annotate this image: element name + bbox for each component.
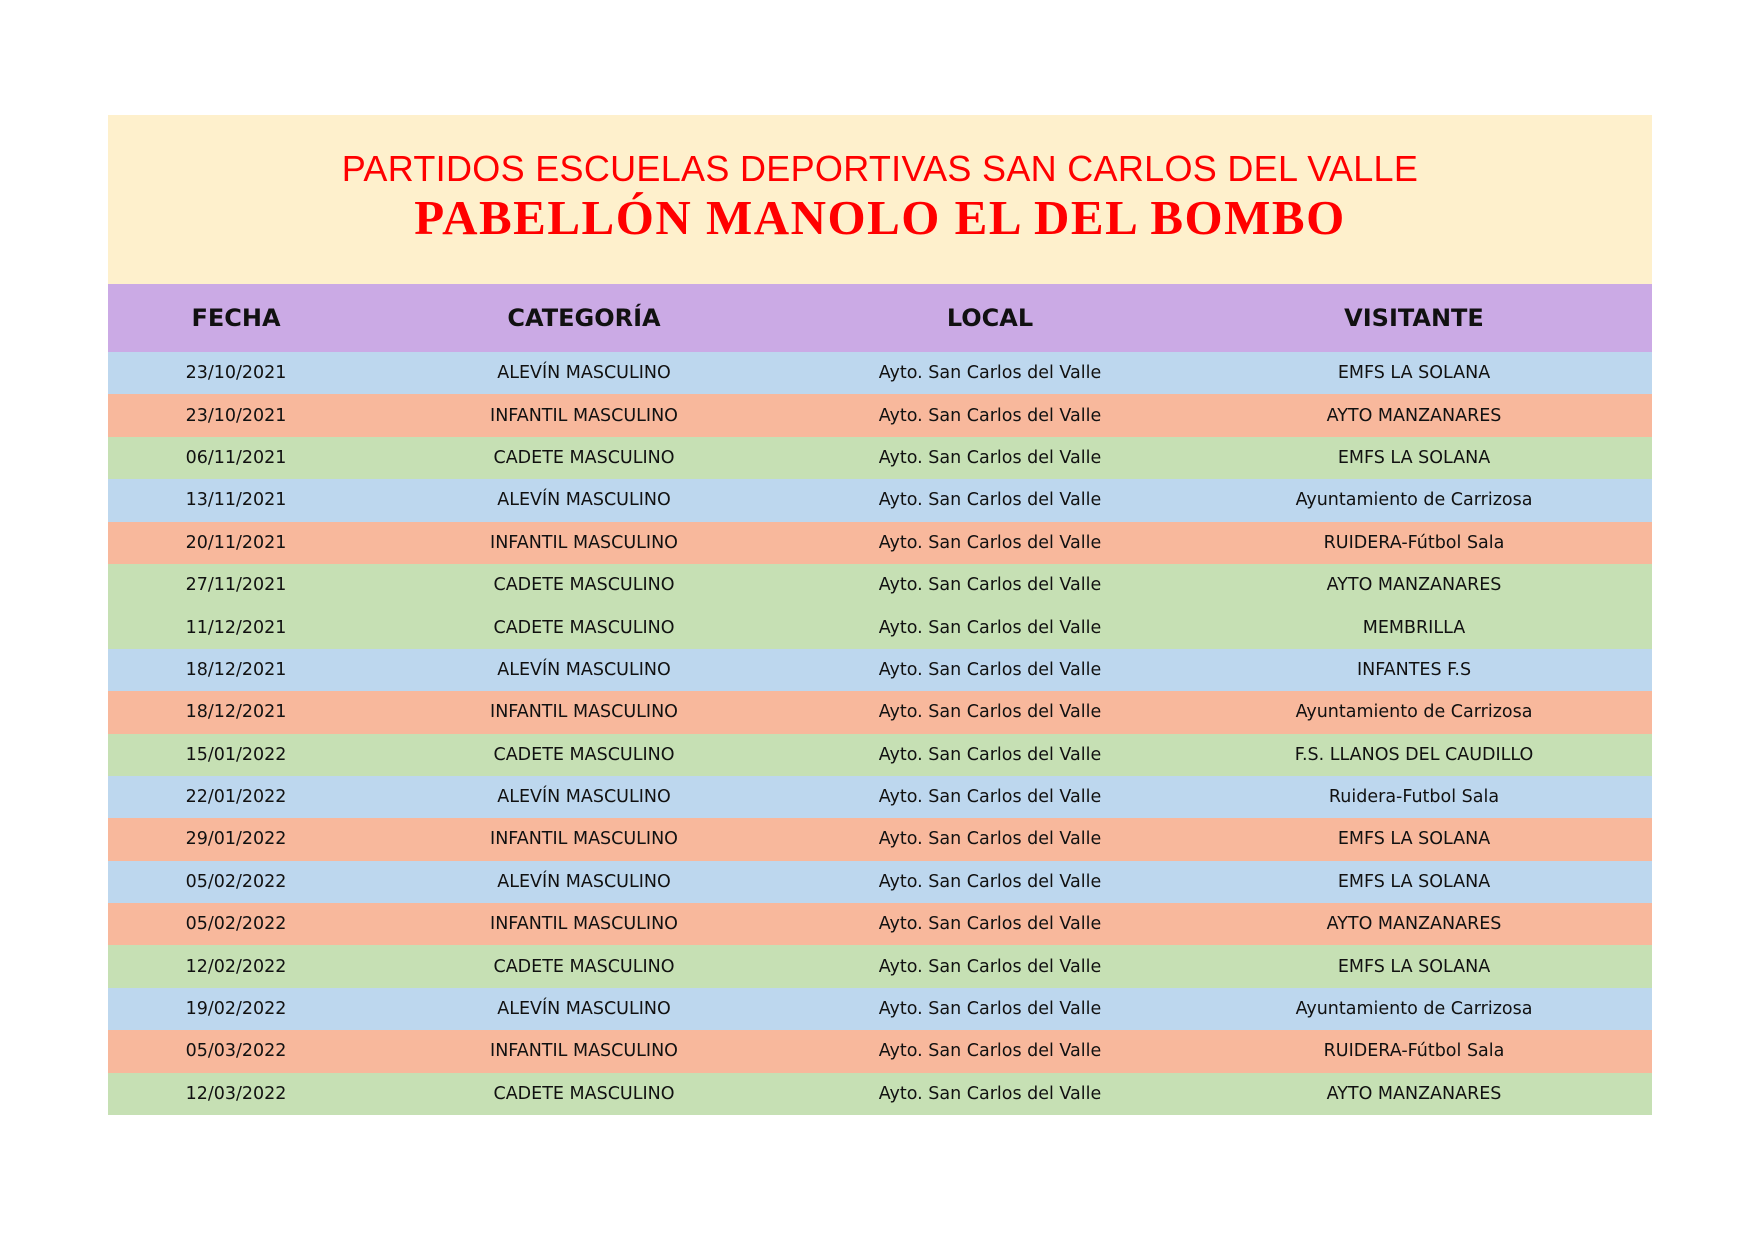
cell-visitante: RUIDERA-Fútbol Sala (1323, 1041, 1505, 1062)
header-categoria: CATEGORÍA (507, 304, 661, 332)
cell-visitante: EMFS LA SOLANA (1337, 363, 1491, 384)
cell-visitante: AYTO MANZANARES (1326, 575, 1502, 596)
cell-local: Ayto. San Carlos del Valle (878, 787, 1102, 808)
cell-categoria: ALEVÍN MASCULINO (497, 787, 671, 808)
cell-categoria: CADETE MASCULINO (493, 447, 675, 468)
cell-categoria: ALEVÍN MASCULINO (497, 659, 671, 680)
cell-fecha: 15/01/2022 (185, 744, 287, 765)
cell-visitante: Ayuntamiento de Carrizosa (1295, 702, 1533, 723)
table-row (108, 352, 1652, 394)
cell-local: Ayto. San Carlos del Valle (878, 1083, 1102, 1104)
cell-fecha: 23/10/2021 (185, 363, 287, 384)
table-row (108, 479, 1652, 521)
table-body (108, 352, 1652, 1115)
cell-local: Ayto. San Carlos del Valle (878, 914, 1102, 935)
table-row (108, 945, 1652, 987)
cell-fecha: 12/03/2022 (185, 1083, 287, 1104)
cell-local: Ayto. San Carlos del Valle (878, 702, 1102, 723)
table-row (108, 1073, 1652, 1115)
cell-categoria: CADETE MASCULINO (493, 575, 675, 596)
table-row (108, 691, 1652, 733)
cell-local: Ayto. San Carlos del Valle (878, 363, 1102, 384)
cell-categoria: INFANTIL MASCULINO (490, 1041, 678, 1062)
table-row (108, 903, 1652, 945)
cell-fecha: 19/02/2022 (185, 999, 287, 1020)
cell-local: Ayto. San Carlos del Valle (878, 1041, 1102, 1062)
cell-fecha: 05/03/2022 (185, 1041, 287, 1062)
cell-categoria: ALEVÍN MASCULINO (497, 871, 671, 892)
cell-visitante: AYTO MANZANARES (1326, 405, 1502, 426)
cell-categoria: INFANTIL MASCULINO (490, 405, 678, 426)
cell-categoria: INFANTIL MASCULINO (490, 914, 678, 935)
header-fecha: FECHA (191, 304, 281, 332)
cell-local: Ayto. San Carlos del Valle (878, 659, 1102, 680)
cell-categoria: ALEVÍN MASCULINO (497, 490, 671, 511)
header-visitante: VISITANTE (1344, 304, 1484, 332)
cell-fecha: 05/02/2022 (185, 871, 287, 892)
table-row (108, 776, 1652, 818)
cell-local: Ayto. San Carlos del Valle (878, 999, 1102, 1020)
table-row (108, 861, 1652, 903)
header-local: LOCAL (946, 304, 1034, 332)
cell-visitante: AYTO MANZANARES (1326, 1083, 1502, 1104)
cell-categoria: CADETE MASCULINO (493, 956, 675, 977)
cell-visitante: EMFS LA SOLANA (1337, 871, 1491, 892)
cell-local: Ayto. San Carlos del Valle (878, 447, 1102, 468)
cell-visitante: EMFS LA SOLANA (1337, 447, 1491, 468)
cell-visitante: EMFS LA SOLANA (1337, 956, 1491, 977)
cell-fecha: 06/11/2021 (185, 447, 287, 468)
cell-fecha: 27/11/2021 (185, 575, 287, 596)
table-row (108, 522, 1652, 564)
cell-local: Ayto. San Carlos del Valle (878, 871, 1102, 892)
table-row (108, 437, 1652, 479)
cell-fecha: 12/02/2022 (185, 956, 287, 977)
page-title: PARTIDOS ESCUELAS DEPORTIVAS SAN CARLOS DEL VALLE (341, 148, 1419, 189)
table-row (108, 394, 1652, 436)
cell-categoria: ALEVÍN MASCULINO (497, 363, 671, 384)
cell-categoria: CADETE MASCULINO (493, 617, 675, 638)
table-row (108, 649, 1652, 691)
cell-visitante: MEMBRILLA (1362, 617, 1466, 638)
cell-local: Ayto. San Carlos del Valle (878, 405, 1102, 426)
cell-fecha: 13/11/2021 (185, 490, 287, 511)
cell-visitante: Ayuntamiento de Carrizosa (1295, 490, 1533, 511)
cell-fecha: 23/10/2021 (185, 405, 287, 426)
cell-local: Ayto. San Carlos del Valle (878, 617, 1102, 638)
cell-fecha: 11/12/2021 (185, 617, 287, 638)
cell-local: Ayto. San Carlos del Valle (878, 744, 1102, 765)
table-row (108, 1030, 1652, 1072)
table-header (108, 284, 1652, 352)
cell-local: Ayto. San Carlos del Valle (878, 829, 1102, 850)
cell-fecha: 29/01/2022 (185, 829, 287, 850)
cell-fecha: 20/11/2021 (185, 532, 287, 553)
cell-fecha: 18/12/2021 (185, 659, 287, 680)
cell-categoria: CADETE MASCULINO (493, 744, 675, 765)
cell-visitante: Ayuntamiento de Carrizosa (1295, 999, 1533, 1020)
cell-categoria: INFANTIL MASCULINO (490, 702, 678, 723)
cell-visitante: AYTO MANZANARES (1326, 914, 1502, 935)
cell-visitante: F.S. LLANOS DEL CAUDILLO (1294, 744, 1534, 765)
cell-categoria: INFANTIL MASCULINO (490, 829, 678, 850)
venue-title: PABELLÓN MANOLO EL DEL BOMBO (414, 190, 1346, 245)
cell-local: Ayto. San Carlos del Valle (878, 956, 1102, 977)
title-block (108, 115, 1652, 284)
table-row (108, 564, 1652, 606)
cell-categoria: ALEVÍN MASCULINO (497, 999, 671, 1020)
cell-visitante: EMFS LA SOLANA (1337, 829, 1491, 850)
cell-visitante: RUIDERA-Fútbol Sala (1323, 532, 1505, 553)
schedule-sheet (108, 115, 1652, 1115)
cell-visitante: Ruidera-Futbol Sala (1328, 787, 1500, 808)
cell-fecha: 05/02/2022 (185, 914, 287, 935)
cell-visitante: INFANTES F.S (1356, 659, 1472, 680)
cell-fecha: 18/12/2021 (185, 702, 287, 723)
table-row (108, 734, 1652, 776)
cell-local: Ayto. San Carlos del Valle (878, 532, 1102, 553)
table-row (108, 988, 1652, 1030)
cell-categoria: CADETE MASCULINO (493, 1083, 675, 1104)
cell-local: Ayto. San Carlos del Valle (878, 575, 1102, 596)
table-row (108, 818, 1652, 860)
cell-local: Ayto. San Carlos del Valle (878, 490, 1102, 511)
table-row (108, 606, 1652, 648)
cell-categoria: INFANTIL MASCULINO (490, 532, 678, 553)
cell-fecha: 22/01/2022 (185, 787, 287, 808)
